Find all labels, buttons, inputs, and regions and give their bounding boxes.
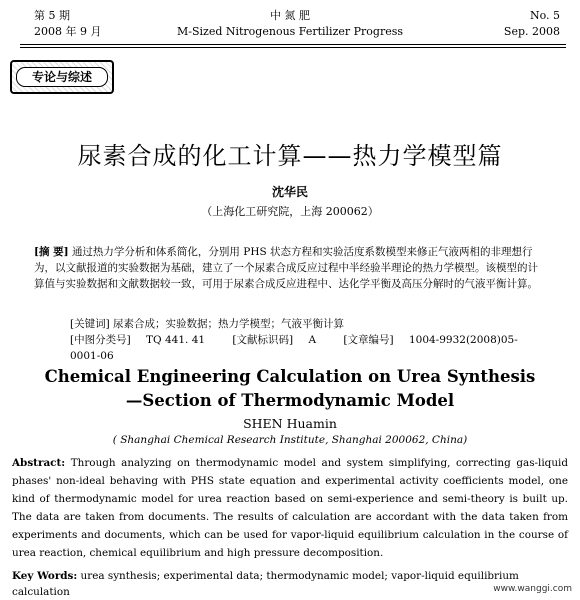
keywords-cn-tag: [关键词] bbox=[70, 318, 110, 330]
clc-tag: [中图分类号] bbox=[70, 334, 131, 346]
article-no-value: 1004-9932(2008)05-0001-06 bbox=[70, 334, 518, 362]
clc-value: TQ 441. 41 bbox=[146, 334, 206, 346]
abstract-en-text: Through analyzing on thermodynamic model and system simplifying, correcting gas-liquid phases' non-ideal behaving with PHS state equation and experimental activity coefficients model, one kind of thermodynamic model for urea reaction based on semi-experience and semi-theory is built up. The data are taken from documents. The results of calculation are accordant with the data taken from experiments and documents, which can be used for vapor-liquid equilibrium calculation in the course of urea reaction, chemical equilibrium and high pressure decomposition. bbox=[12, 457, 568, 559]
abstract-cn bbox=[34, 244, 544, 292]
classification-line bbox=[70, 332, 540, 364]
header-rule-top bbox=[20, 44, 566, 45]
abstract-en-tag: Abstract: bbox=[12, 457, 66, 469]
keywords-cn-text: 尿素合成；实验数据；热力学模型；气液平衡计算 bbox=[113, 318, 345, 330]
date-cn: 2008 年 9 月 bbox=[34, 25, 102, 38]
journal-en: M-Sized Nitrogenous Fertilizer Progress bbox=[176, 25, 404, 38]
watermark: www.wanggi.com bbox=[493, 584, 572, 594]
section-badge bbox=[10, 60, 114, 94]
author-en: SHEN Huamin bbox=[243, 416, 337, 431]
abstract-en bbox=[12, 454, 568, 562]
title-en-line2: —Section of Thermodynamic Model bbox=[125, 391, 455, 410]
doc-code-tag: [文献标识码] bbox=[232, 334, 294, 346]
header-right bbox=[504, 8, 560, 40]
title-en-line1: Chemical Engineering Calculation on Urea Synthesis bbox=[44, 367, 536, 386]
keywords-en-tag: Key Words: bbox=[12, 570, 78, 582]
article-no-tag: [文章编号] bbox=[343, 334, 394, 346]
journal-cn: 中 氮 肥 bbox=[270, 9, 310, 22]
header-rule-bottom bbox=[20, 47, 566, 48]
header-center bbox=[0, 8, 580, 40]
affiliation-en: ( Shanghai Chemical Research Institute, Shanghai 200062, China) bbox=[112, 434, 468, 446]
abstract-cn-tag: [摘 要] bbox=[34, 246, 69, 258]
issue-cn: 第 5 期 bbox=[34, 9, 70, 22]
author-cn: 沈华民 bbox=[271, 185, 308, 199]
keywords-en-text: urea synthesis; experimental data; thermodynamic model; vapor-liquid equilibrium calculation bbox=[12, 570, 519, 598]
keywords-cn bbox=[70, 316, 540, 332]
date-en: Sep. 2008 bbox=[503, 25, 560, 38]
abstract-cn-text: 通过热力学分析和体系简化，分别用 PHS 状态方程和实验活度系数模型来修正气液两相的非理想行为，以文献报道的实验数据为基础，建立了一个尿素合成反应过程中半经验半理论的热力学模型。该模型的计算值与实验数据和文献数据较一致，可用于尿素合成反应进程中、达化学平衡及高压分解时的气液平衡计算。 bbox=[34, 246, 538, 290]
affiliation-cn: （上海化工研究院，上海 200062） bbox=[201, 205, 379, 218]
running-header bbox=[0, 8, 580, 48]
issue-en: No. 5 bbox=[529, 9, 560, 22]
title-cn: 尿素合成的化工计算——热力学模型篇 bbox=[77, 142, 503, 170]
keywords-en bbox=[12, 568, 568, 600]
badge-label: 专论与综述 bbox=[16, 67, 108, 87]
doc-code-value: A bbox=[308, 334, 317, 346]
